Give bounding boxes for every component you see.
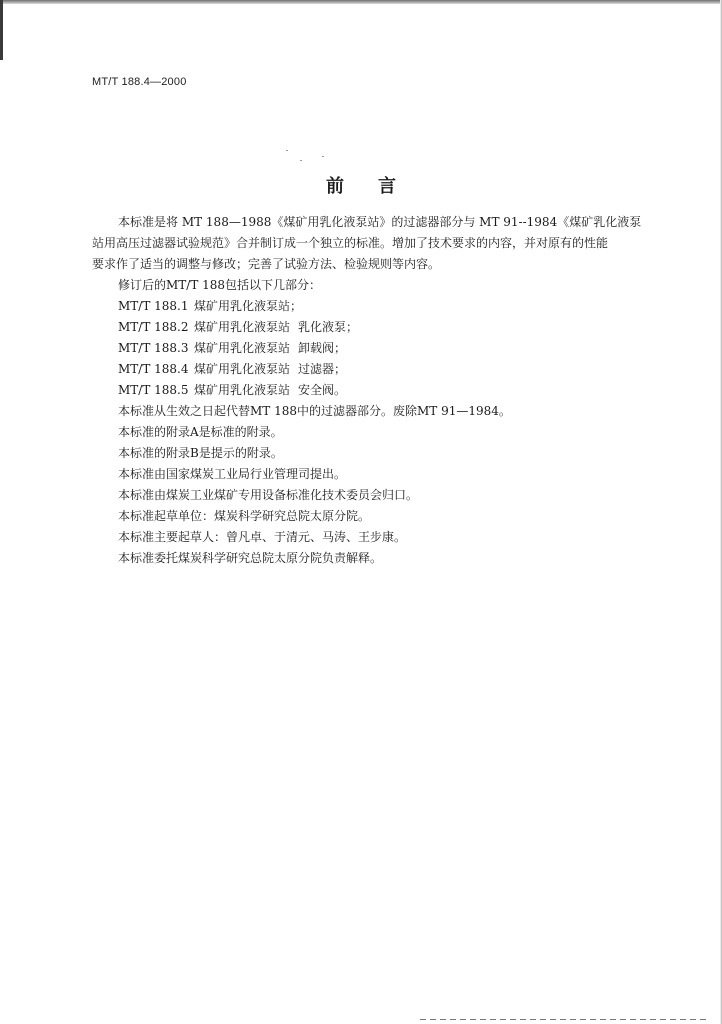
part-name: 煤矿用乳化液泵站 (194, 362, 291, 376)
part-code: MT/T 188.2 (118, 320, 189, 334)
statement-appendix-b: 本标准的附录B是提示的附录。 (118, 446, 283, 460)
page-title: 前言 (326, 176, 430, 197)
statement-drafters: 本标准主要起草人：曾凡卓、于清元、马涛、王步康。 (118, 530, 407, 544)
statement-administered-by: 本标准由煤炭工业煤矿专用设备标准化技术委员会归口。 (118, 488, 419, 502)
foreword-body (92, 212, 686, 569)
scan-edge-top (0, 0, 722, 4)
part-code: MT/T 188.4 (118, 362, 189, 376)
parts-list (118, 296, 686, 401)
statement-interpretation: 本标准委托煤炭科学研究总院太原分院负责解释。 (118, 551, 383, 565)
statement-replaces: 本标准从生效之日起代替MT 188中的过滤器部分。废除MT 91—1984。 (118, 404, 511, 418)
part-subtitle: 安全阀。 (298, 383, 347, 397)
part-code: MT/T 188.1 (118, 299, 189, 313)
part-subtitle: 卸载阀； (298, 341, 347, 355)
scan-edge-left (0, 0, 3, 60)
intro-line-1: 本标准是将 MT 188—1988《煤矿用乳化液泵站》的过滤器部分与 MT 91--1984《煤矿乳化液泵 (118, 215, 642, 229)
part-name: 煤矿用乳化液泵站 (194, 320, 291, 334)
part-item (118, 359, 686, 380)
scan-speck (322, 156, 324, 157)
part-code: MT/T 188.3 (118, 341, 189, 355)
statement-drafting-unit: 本标准起草单位：煤炭科学研究总院太原分院。 (118, 509, 371, 523)
scan-speck (286, 150, 288, 151)
part-code: MT/T 188.5 (118, 383, 189, 397)
scan-footer-line (420, 1019, 710, 1020)
intro-paragraph (92, 212, 686, 275)
part-item (118, 296, 686, 317)
part-item (118, 380, 686, 401)
document-code: MT/T 188.4—2000 (92, 76, 187, 88)
part-name: 煤矿用乳化液泵站 (194, 341, 291, 355)
statement-appendix-a: 本标准的附录A是标准的附录。 (118, 425, 283, 439)
part-subtitle: 乳化液泵； (298, 320, 359, 334)
scan-speck (300, 160, 302, 161)
part-subtitle: 过滤器； (298, 362, 347, 376)
part-item (118, 317, 686, 338)
intro-line-2: 站用高压过滤器试验规范》合并制订成一个独立的标准。增加了技术要求的内容，并对原有的性能 (92, 236, 609, 250)
part-item (118, 338, 686, 359)
parts-intro: 修订后的MT/T 188包括以下几部分： (118, 278, 322, 292)
statement-proposed-by: 本标准由国家煤炭工业局行业管理司提出。 (118, 467, 347, 481)
part-name: 煤矿用乳化液泵站 (194, 383, 291, 397)
intro-line-3: 要求作了适当的调整与修改；完善了试验方法、检验规则等内容。 (92, 257, 441, 271)
part-name: 煤矿用乳化液泵站； (194, 299, 303, 313)
